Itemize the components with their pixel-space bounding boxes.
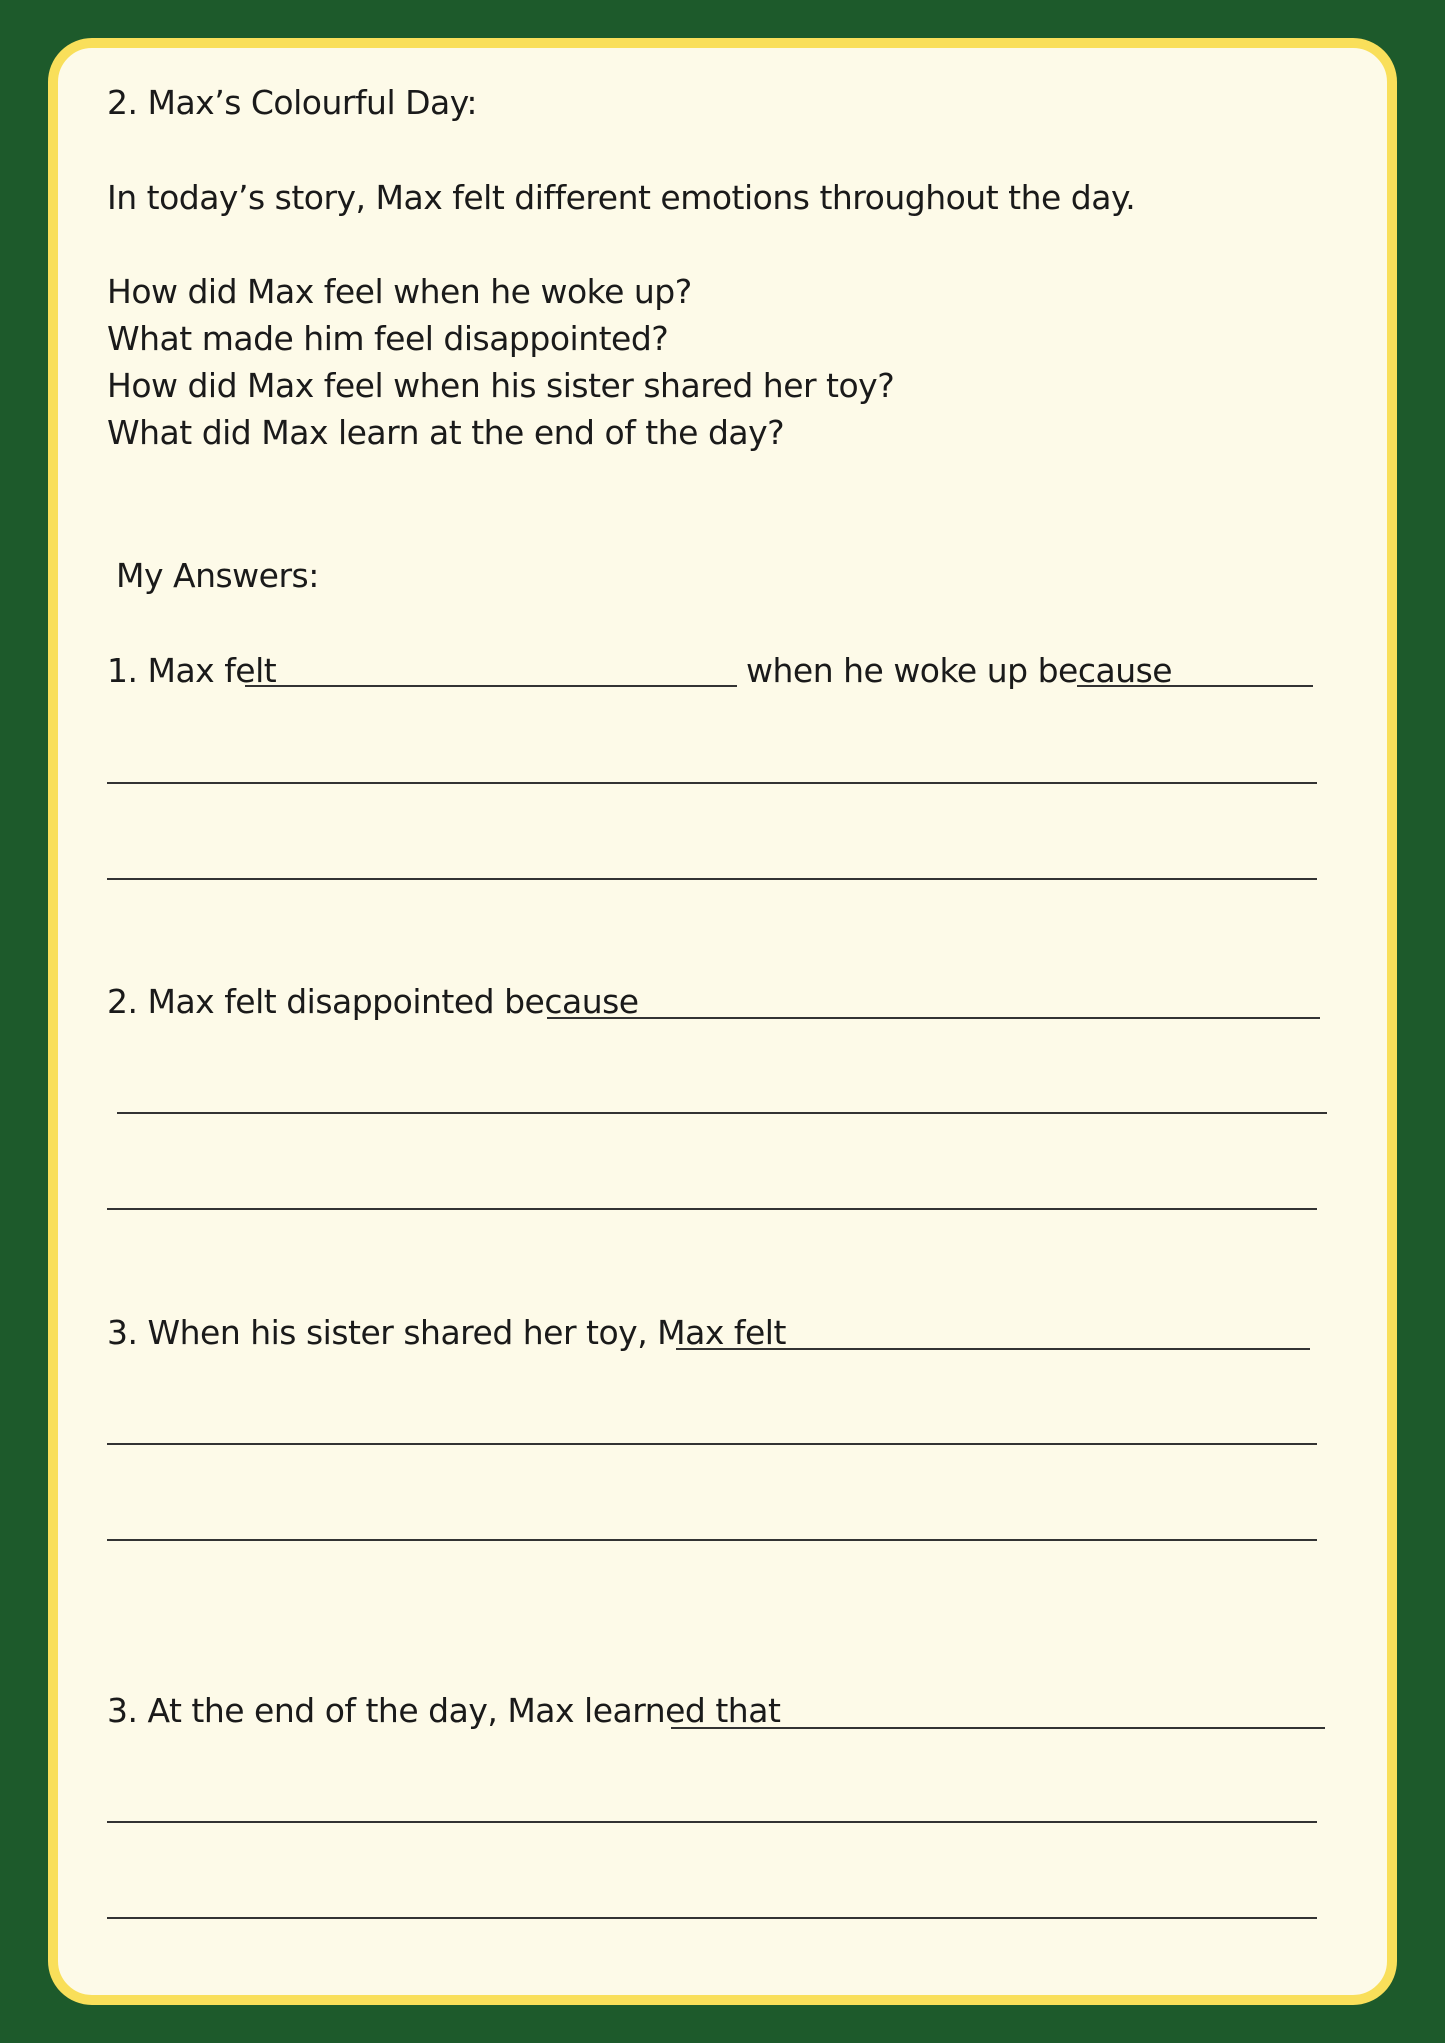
question-4: What did Max learn at the end of the day?: [107, 413, 785, 452]
answer-4-line-2[interactable]: [107, 1821, 1317, 1823]
answer-1-blank-reason[interactable]: [1077, 685, 1313, 687]
answer-1-prompt-start: 1. Max felt: [107, 651, 277, 690]
intro-text: In today’s story, Max felt different emotions throughout the day.: [107, 178, 1136, 217]
question-1: How did Max feel when he woke up?: [107, 272, 692, 311]
answer-2-line-2[interactable]: [117, 1112, 1327, 1114]
answer-3-blank[interactable]: [676, 1348, 1310, 1350]
answer-3-line-2[interactable]: [107, 1443, 1317, 1445]
answer-1-line-2[interactable]: [107, 782, 1317, 784]
answer-1-blank-feeling[interactable]: [245, 685, 737, 687]
question-2: What made him feel disappointed?: [107, 319, 669, 358]
question-3: How did Max feel when his sister shared her toy?: [107, 366, 895, 405]
answer-2-blank[interactable]: [547, 1017, 1320, 1019]
answer-1-prompt-middle: when he woke up because: [746, 651, 1173, 690]
answer-2-line-3[interactable]: [107, 1208, 1317, 1210]
answer-3-line-3[interactable]: [107, 1539, 1317, 1541]
answer-4-prompt: 3. At the end of the day, Max learned that: [107, 1691, 781, 1730]
answer-4-blank[interactable]: [671, 1727, 1325, 1729]
worksheet-title: 2. Max’s Colourful Day:: [107, 83, 478, 122]
answer-4-line-3[interactable]: [107, 1917, 1317, 1919]
answer-1-line-3[interactable]: [107, 878, 1317, 880]
answers-heading: My Answers:: [116, 556, 319, 595]
answer-3-prompt: 3. When his sister shared her toy, Max felt: [107, 1313, 786, 1352]
answer-2-prompt: 2. Max felt disappointed because: [107, 982, 639, 1021]
